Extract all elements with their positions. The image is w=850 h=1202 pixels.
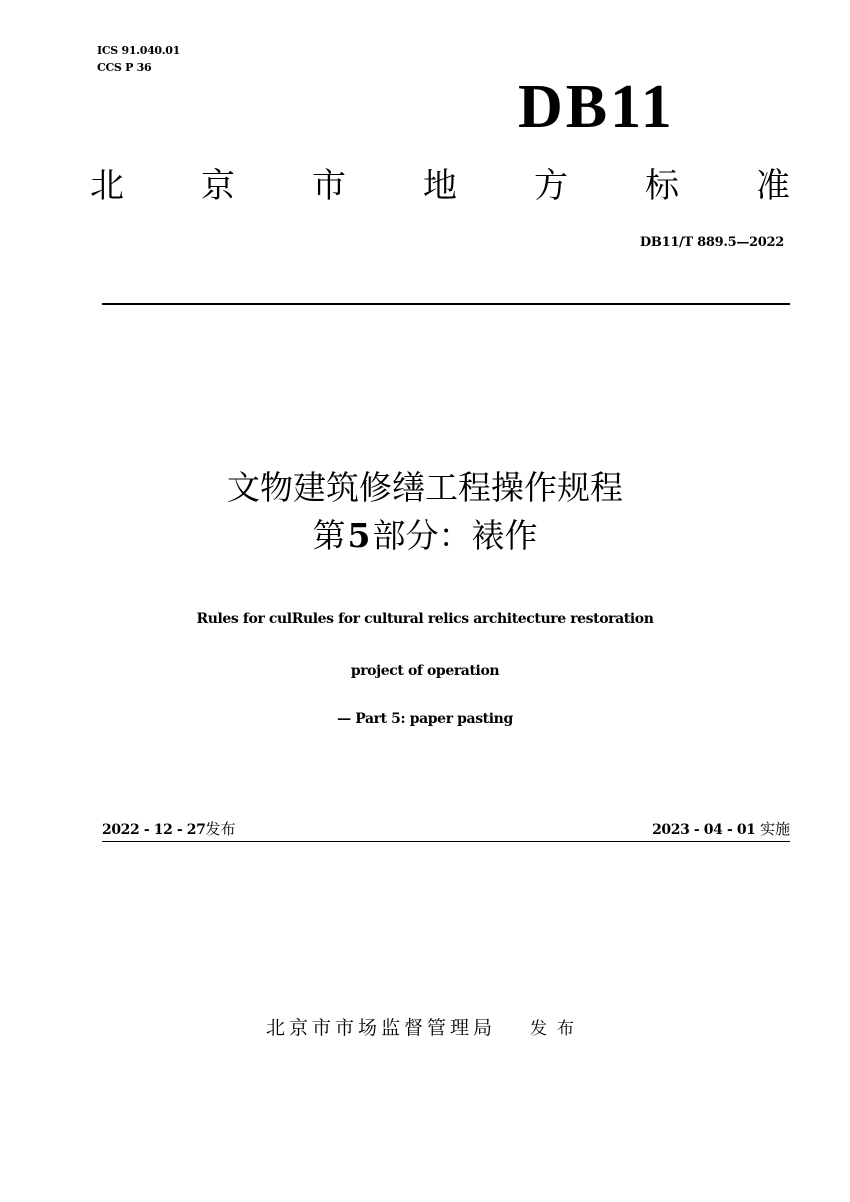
publish-date-group bbox=[102, 820, 235, 839]
title-cn-line2 bbox=[0, 514, 850, 558]
title-cn-part-prefix: 第 bbox=[312, 516, 346, 555]
title-cn-part-suffix: 部分：裱作 bbox=[372, 516, 538, 555]
implement-date-group bbox=[652, 820, 790, 839]
standard-type-char: 地 bbox=[423, 166, 457, 206]
publish-date: 2022 - 12 - 27 bbox=[102, 822, 206, 838]
issuer-action: 发布 bbox=[530, 1019, 584, 1039]
ics-code: ICS 91.040.01 bbox=[97, 44, 181, 57]
standard-type-char: 准 bbox=[756, 166, 790, 206]
ccs-code: CCS P 36 bbox=[97, 61, 152, 74]
title-en-line2: project of operation bbox=[350, 663, 500, 679]
standard-number: DB11/T 889.5—2022 bbox=[639, 235, 784, 250]
db-standard-mark: DB11 bbox=[518, 73, 675, 141]
issuer-line bbox=[0, 1015, 850, 1042]
header-divider bbox=[102, 303, 790, 305]
implement-label: 实施 bbox=[759, 820, 790, 838]
standard-type-char: 方 bbox=[534, 166, 568, 206]
title-en-line3: — Part 5: paper pasting bbox=[337, 711, 513, 727]
date-line bbox=[102, 819, 790, 842]
standard-type-char: 市 bbox=[312, 166, 346, 206]
issuer-name: 北京市市场监督管理局 bbox=[265, 1017, 496, 1039]
publish-label: 发布 bbox=[205, 820, 236, 838]
title-en-line1: Rules for culRules for cultural relics architecture restoration bbox=[196, 611, 654, 627]
standard-type-char: 京 bbox=[201, 166, 235, 206]
title-cn-line1: 文物建筑修缮工程操作规程 bbox=[227, 468, 623, 507]
implement-date: 2023 - 04 - 01 bbox=[652, 822, 756, 838]
classification-codes bbox=[97, 42, 180, 76]
standard-type-char: 标 bbox=[645, 166, 679, 206]
standard-type-heading bbox=[90, 164, 790, 208]
standard-type-char: 北 bbox=[90, 166, 124, 206]
title-cn-part-number: 5 bbox=[347, 516, 371, 555]
